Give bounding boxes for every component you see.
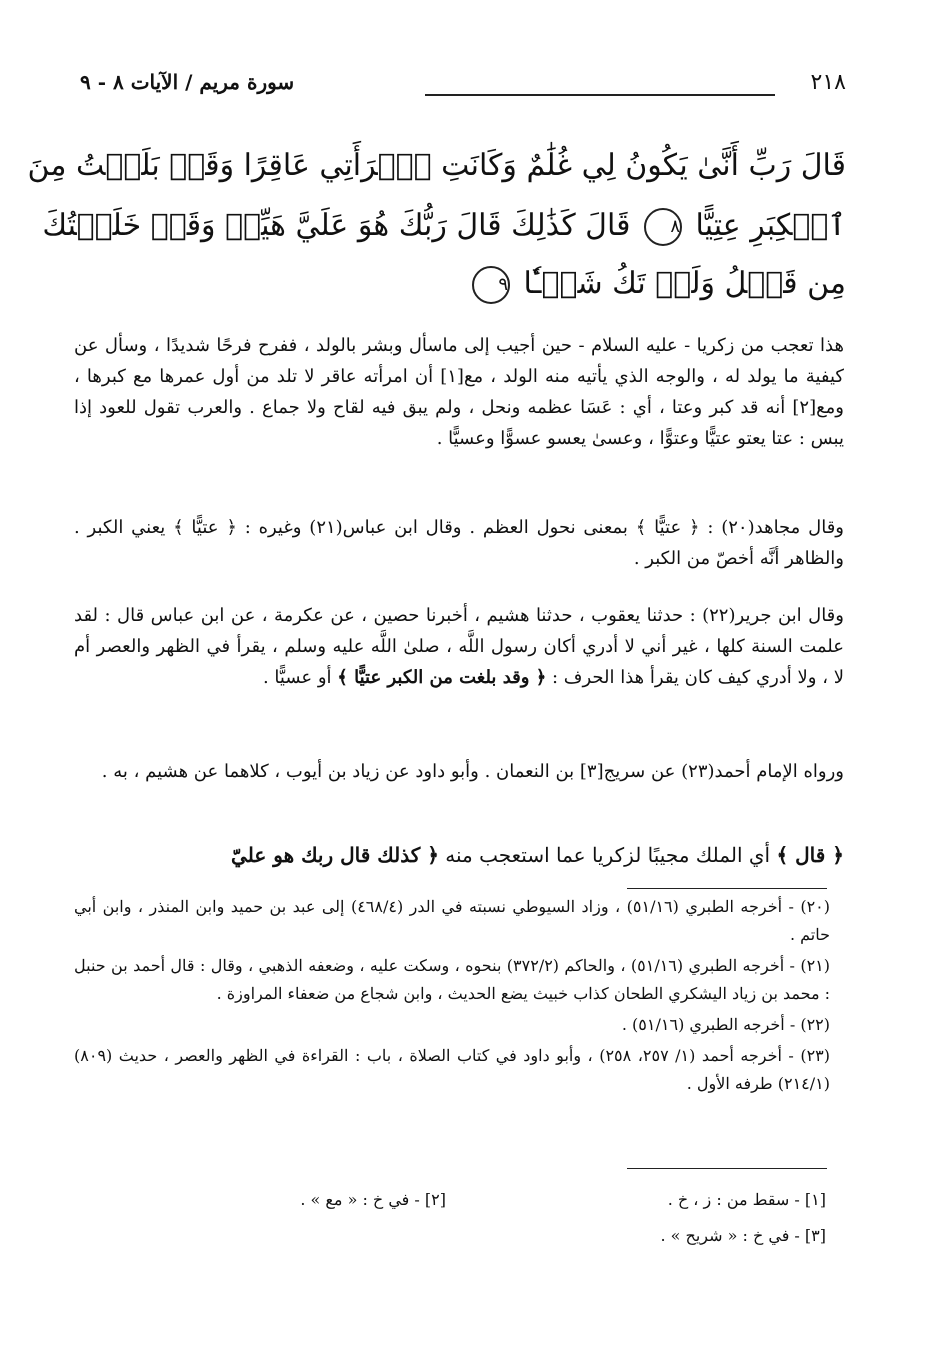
quran-quote: ﴿ قال ﴾ (776, 843, 844, 867)
verse-text: ٱلۡكِبَرِ عِتِيًّا (695, 208, 846, 243)
verse-text: مِن قَبۡلُ وَلَمۡ تَكُ شَيۡـٔٗا (523, 266, 846, 301)
verse-line-3 (100, 266, 846, 304)
paragraph-text: أي الملك مجيبًا لزكريا عما استعجب منه (445, 843, 771, 867)
verse-text: قَالَ كَذَٰلِكَ قَالَ رَبُّكَ هُوَ عَلَيَّ هَيِّنٞ وَقَدۡ خَلَقۡتُكَ (42, 208, 631, 243)
quran-quote: ﴿ وقد بلغت من الكبر عتيًّا ﴾ (337, 667, 547, 688)
commentary-paragraph-3 (74, 600, 844, 693)
header-rule (425, 94, 775, 96)
footnote-23: (٢٣) - أخرجه أحمد (١/ ٢٥٧، ٢٥٨) ، وأبو داود في كتاب الصلاة ، باب : القراءة في الظهر والعصر ، حديث (٨٠٩) (٢١٤/١) طرفه الأول . (74, 1046, 830, 1093)
commentary-paragraph-1 (74, 330, 844, 454)
variant-note-2: [٢] - في خ : « مع » . (300, 1190, 446, 1209)
variant-note-3: [٣] - في خ : « شريح » . (660, 1226, 826, 1245)
running-head: سورة مريم / الآيات ٨ - ٩ (80, 70, 295, 94)
verse-line-1 (27, 148, 846, 184)
verse-text: قَالَ رَبِّ أَنَّىٰ يَكُونُ لِي غُلَٰمٌ وَكَانَتِ ٱمۡرَأَتِي عَاقِرًا وَقَدۡ بَلَغۡتُ مِنَ (27, 148, 846, 183)
paragraph-text: هذا تعجب من زكريا - عليه السلام - حين أجيب إلى ماسأل وبشر بالولد ، ففرح فرحًا شديدًا ، وسأل عن كيفية ما يولد له ، والوجه الذي يأتيه منه الولد ، مع[١] أن امرأته عاقر لا تلد من أول عمرها مع كبرها ، ومع[٢] أنه قد كبر وعتا ، أي : عَسَا عظمه ونحل ، ولم يبق فيه لقاح ولا جماع . والعرب تقول للعود إذا يبس : عتا يعتو عتيًّا وعتوًّا ، وعسىٰ يعسو عسوًّا وعسيًّا . (74, 335, 844, 449)
paragraph-text: وقال ابن جرير(٢٢) : حدثنا يعقوب ، حدثنا هشيم ، أخبرنا حصين ، عن عكرمة ، عن ابن عباس قال : لقد علمت السنة كلها ، غير أني لا أدري أكان رسول اللَّه ، صلىٰ اللَّه عليه وسلم ، يقرأ في الظهر والعصر أم لا ، ولا أدري كيف كان يقرأ هذا الحرف : (74, 605, 844, 688)
variant-note-1: [١] - سقط من : ز ، خ . (667, 1190, 826, 1209)
ayah-number-badge: ٩ (472, 266, 510, 304)
paragraph-text: وقال مجاهد(٢٠) : ﴿ عتيًّا ﴾ بمعنى نحول العظم . وقال ابن عباس(٢١) وغيره : ﴿ عتيًّا ﴾ يعني الكبر . والظاهر أنَّه أخصّ من الكبر . (74, 517, 844, 569)
footnote-20: (٢٠) - أخرجه الطبري (٥١/١٦) ، وزاد السيوطي نسبته في الدر (٤٦٨/٤) إلى عبد بن حميد وابن المنذر ، وابن أبي حاتم . (74, 897, 830, 944)
paragraph-text: أو عسيًّا . (262, 667, 332, 688)
footnote-22: (٢٢) - أخرجه الطبري (٥١/١٦) . (621, 1015, 830, 1034)
footnotes (74, 893, 830, 1101)
quran-quote: ﴿ كذلك قال ربك هو عليّ (231, 843, 439, 867)
verse-line-2 (42, 208, 846, 246)
footnote-21: (٢١) - أخرجه الطبري (٥١/١٦) ، والحاكم (٣٧٢/٢) بنحوه ، وسكت عليه ، وضعفه الذهبي ، وقال : قال أحمد بن حنبل : محمد بن زياد اليشكري الطحان كذاب خبيث يضع الحديث ، وابن شجاع من ضعفاء المراوزة . (74, 956, 831, 1003)
variant-rule (627, 1168, 827, 1169)
ayah-number-badge: ٨ (644, 208, 682, 246)
commentary-paragraph-5 (74, 840, 844, 871)
paragraph-text: ورواه الإمام أحمد(٢٣) عن سريج[٣] بن النعمان . وأبو داود عن زياد بن أيوب ، كلاهما عن هشيم ، به . (101, 761, 844, 782)
page-number: ٢١٨ (810, 70, 846, 95)
commentary-paragraph-4 (74, 756, 844, 787)
footnote-rule (627, 888, 827, 889)
commentary-paragraph-2 (74, 512, 844, 574)
